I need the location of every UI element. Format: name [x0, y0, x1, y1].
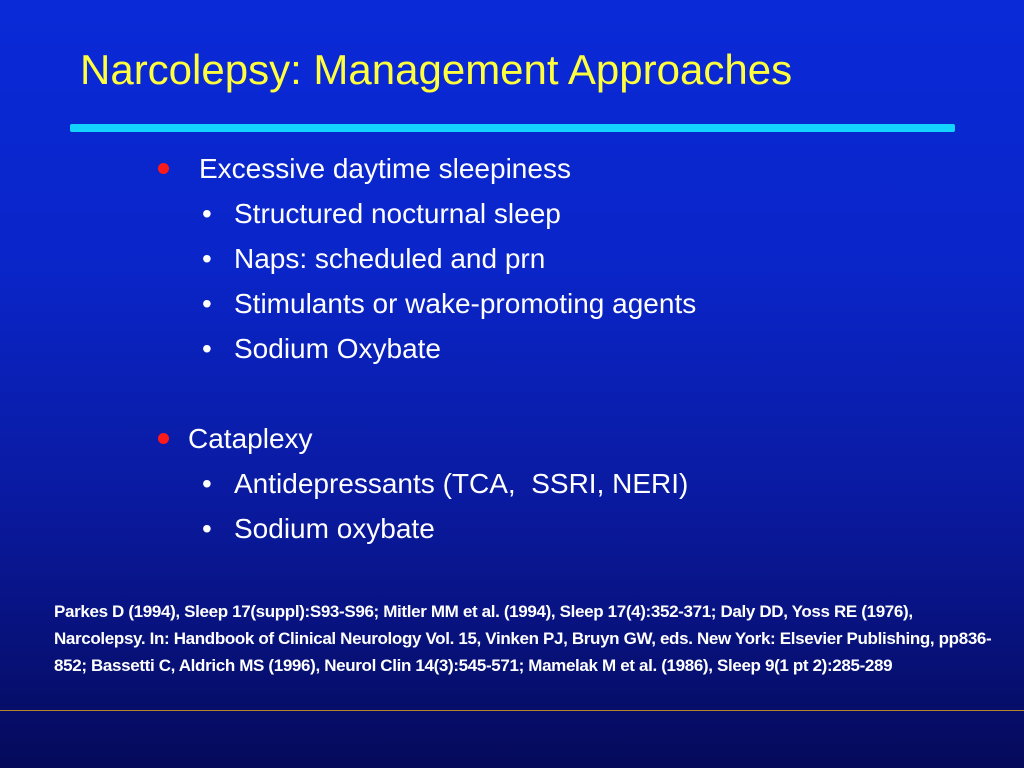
- bullet-cataplexy: [188, 421, 313, 457]
- references-citation: Parkes D (1994), Sleep 17(suppl):S93-S96; Mitler MM et al. (1994), Sleep 17(4):352-371; Daly DD, Yoss RE (1976), Narcolepsy. In: Handbook of Clinical Neurology Vol. 15, Vinken PJ, Bruyn GW, eds. New York: Elsevier Publishing, pp836-852; Bassetti C, Aldrich MS (1996), Neurol Clin 14(3):545-571; Mamelak M et al. (1986), Sleep 9(1 pt 2):285-289: [54, 602, 992, 675]
- slide-title: Narcolepsy: Management Approaches: [80, 46, 793, 93]
- red-bullet-icon: [158, 163, 169, 174]
- sub-bullet-label: Sodium Oxybate: [234, 333, 441, 364]
- section-heading: Cataplexy: [188, 423, 313, 454]
- section-heading: Excessive daytime sleepiness: [199, 153, 571, 184]
- sub-bullet-label: Stimulants or wake-promoting agents: [234, 288, 697, 319]
- bullet-excessive-daytime-sleepiness: [199, 151, 571, 187]
- footer-divider: [0, 710, 1024, 711]
- sub-bullet-label: Antidepressants (TCA, SSRI, NERI): [234, 468, 689, 499]
- sub-bullet-item: [202, 331, 441, 367]
- sub-bullet-item: [202, 511, 435, 547]
- bullet-dot-icon: •: [202, 198, 212, 229]
- bullet-dot-icon: •: [202, 513, 212, 544]
- sub-bullet-item: [202, 466, 688, 502]
- sub-bullet-label: Structured nocturnal sleep: [234, 198, 561, 229]
- sub-bullet-label: Sodium oxybate: [234, 513, 435, 544]
- bullet-dot-icon: •: [202, 468, 212, 499]
- sub-bullet-item: [202, 241, 545, 277]
- bullet-dot-icon: •: [202, 288, 212, 319]
- sub-bullet-item: [202, 196, 561, 232]
- sub-bullet-item: [202, 286, 696, 322]
- red-bullet-icon: [158, 433, 169, 444]
- bullet-dot-icon: •: [202, 333, 212, 364]
- sub-bullet-label: Naps: scheduled and prn: [234, 243, 546, 274]
- bullet-dot-icon: •: [202, 243, 212, 274]
